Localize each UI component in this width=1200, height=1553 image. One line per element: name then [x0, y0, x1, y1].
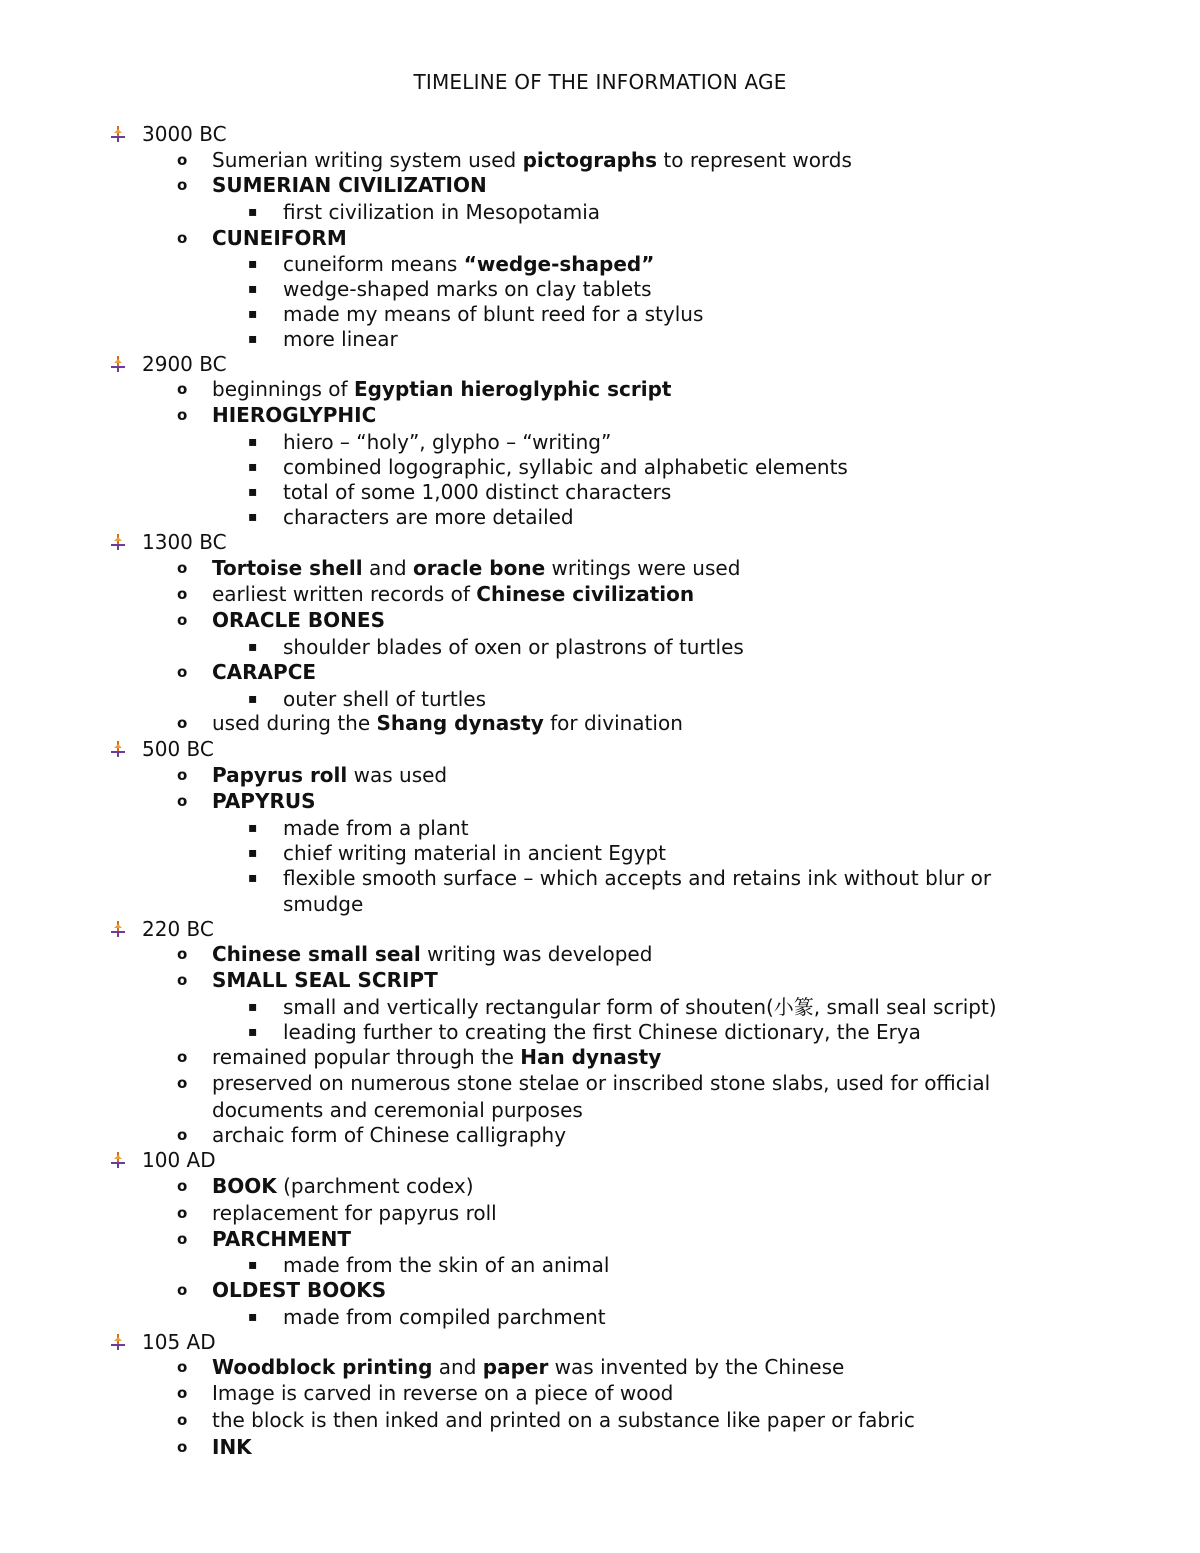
pushpin-bullet-icon: [108, 1150, 128, 1170]
list-item: [212, 1226, 351, 1252]
square-bullet-icon: ▪: [248, 281, 258, 297]
text: preserved on numerous stone stelae or inscribed stone slabs, used for official: [212, 1071, 991, 1095]
text: earliest written records of: [212, 582, 477, 606]
bold-text: pictographs: [522, 148, 658, 172]
bold-text: “wedge-shaped”: [463, 252, 655, 276]
square-bullet-icon: ▪: [248, 1309, 258, 1325]
text: wedge-shaped marks on clay tablets: [283, 277, 652, 301]
timeline-heading: [142, 529, 227, 555]
bold-text: Papyrus roll: [212, 763, 348, 787]
bold-text: Egyptian hieroglyphic script: [353, 377, 672, 401]
list-item: [212, 762, 447, 788]
bold-text: BOOK: [212, 1174, 277, 1198]
list-item: [212, 1173, 474, 1199]
text: writings were used: [545, 556, 741, 580]
square-bullet-icon: ▪: [248, 256, 258, 272]
pushpin-bullet-icon: [108, 1332, 128, 1352]
circle-bullet-icon: o: [177, 151, 188, 169]
list-item: [283, 504, 574, 530]
square-bullet-icon: ▪: [248, 484, 258, 500]
list-item: [212, 1277, 386, 1303]
list-item: [212, 1097, 583, 1123]
circle-bullet-icon: o: [177, 406, 188, 424]
list-item: [283, 865, 991, 891]
text: was used: [347, 763, 448, 787]
list-item: [212, 1122, 566, 1148]
text: 3000 BC: [142, 122, 227, 146]
list-item: [283, 840, 666, 866]
circle-bullet-icon: o: [177, 714, 188, 732]
list-item: [212, 1354, 844, 1380]
text: made from the skin of an animal: [283, 1253, 610, 1277]
list-item: [212, 1070, 990, 1096]
list-item: [212, 225, 347, 251]
list-item: [283, 199, 600, 225]
square-bullet-icon: ▪: [248, 691, 258, 707]
bold-text: OLDEST BOOKS: [212, 1278, 387, 1302]
text: the block is then inked and printed on a substance like paper or fabric: [212, 1408, 915, 1432]
bold-text: PARCHMENT: [212, 1227, 352, 1251]
list-item: [212, 941, 652, 967]
list-item: [212, 1407, 915, 1433]
text: used during the: [212, 711, 377, 735]
text: first civilization in Mesopotamia: [283, 200, 601, 224]
bold-text: Han dynasty: [520, 1045, 662, 1069]
circle-bullet-icon: o: [177, 1204, 188, 1222]
list-item: [283, 634, 744, 660]
circle-bullet-icon: o: [177, 559, 188, 577]
timeline-heading: [142, 121, 227, 147]
bold-text: CARAPCE: [212, 660, 317, 684]
text: leading further to creating the first Chinese dictionary, the Erya: [283, 1020, 921, 1044]
list-item: [283, 326, 398, 352]
circle-bullet-icon: o: [177, 663, 188, 681]
text: Sumerian writing system used: [212, 148, 523, 172]
circle-bullet-icon: o: [177, 229, 188, 247]
circle-bullet-icon: o: [177, 176, 188, 194]
square-bullet-icon: ▪: [248, 1024, 258, 1040]
square-bullet-icon: ▪: [248, 639, 258, 655]
text: to represent words: [657, 148, 852, 172]
circle-bullet-icon: o: [177, 792, 188, 810]
timeline-heading: [142, 916, 214, 942]
square-bullet-icon: ▪: [248, 434, 258, 450]
text: beginnings of: [212, 377, 354, 401]
circle-bullet-icon: o: [177, 1074, 188, 1092]
pushpin-bullet-icon: [108, 739, 128, 759]
bold-text: INK: [212, 1435, 252, 1459]
text: smudge: [283, 892, 364, 916]
list-item: [212, 1044, 661, 1070]
list-item: [283, 276, 652, 302]
text: was invented by the Chinese: [548, 1355, 845, 1379]
text: chief writing material in ancient Egypt: [283, 841, 666, 865]
text: made from a plant: [283, 816, 469, 840]
list-item: [283, 686, 486, 712]
circle-bullet-icon: o: [177, 971, 188, 989]
text: made from compiled parchment: [283, 1305, 606, 1329]
text: made my means of blunt reed for a stylus: [283, 302, 704, 326]
bold-text: HIEROGLYPHIC: [212, 403, 377, 427]
text: and: [432, 1355, 483, 1379]
text: documents and ceremonial purposes: [212, 1098, 583, 1122]
pushpin-bullet-icon: [108, 124, 128, 144]
text: more linear: [283, 327, 398, 351]
text: flexible smooth surface – which accepts and retains ink without blur or: [283, 866, 992, 890]
circle-bullet-icon: o: [177, 1177, 188, 1195]
square-bullet-icon: ▪: [248, 870, 258, 886]
bold-text: paper: [482, 1355, 549, 1379]
list-item: [212, 1380, 673, 1406]
bold-text: Chinese small seal: [212, 942, 421, 966]
circle-bullet-icon: o: [177, 1411, 188, 1429]
list-item: [212, 581, 694, 607]
list-item: [212, 607, 385, 633]
bold-text: Tortoise shell: [212, 556, 363, 580]
circle-bullet-icon: o: [177, 1438, 188, 1456]
square-bullet-icon: ▪: [248, 204, 258, 220]
text: and: [362, 556, 413, 580]
text: replacement for papyrus roll: [212, 1201, 497, 1225]
text: 500 BC: [142, 737, 214, 761]
text: combined logographic, syllabic and alphabetic elements: [283, 455, 848, 479]
text: cuneiform means: [283, 252, 464, 276]
square-bullet-icon: ▪: [248, 1257, 258, 1273]
list-item: [283, 301, 703, 327]
list-item: [212, 402, 376, 428]
list-item: [212, 710, 683, 736]
square-bullet-icon: ▪: [248, 820, 258, 836]
circle-bullet-icon: o: [177, 945, 188, 963]
list-item: [212, 376, 671, 402]
list-item: [212, 147, 852, 173]
circle-bullet-icon: o: [177, 766, 188, 784]
text: archaic form of Chinese calligraphy: [212, 1123, 567, 1147]
timeline-heading: [142, 736, 214, 762]
bold-text: Chinese civilization: [476, 582, 695, 606]
circle-bullet-icon: o: [177, 380, 188, 398]
text: (parchment codex): [276, 1174, 474, 1198]
circle-bullet-icon: o: [177, 1126, 188, 1144]
circle-bullet-icon: o: [177, 1384, 188, 1402]
text: remained popular through the: [212, 1045, 521, 1069]
text: shoulder blades of oxen or plastrons of turtles: [283, 635, 744, 659]
square-bullet-icon: ▪: [248, 845, 258, 861]
square-bullet-icon: ▪: [248, 331, 258, 347]
circle-bullet-icon: o: [177, 1281, 188, 1299]
circle-bullet-icon: o: [177, 585, 188, 603]
timeline-heading: [142, 1147, 216, 1173]
list-item: [283, 1304, 606, 1330]
circle-bullet-icon: o: [177, 611, 188, 629]
timeline-heading: [142, 1329, 216, 1355]
pushpin-bullet-icon: [108, 532, 128, 552]
bold-text: oracle bone: [412, 556, 546, 580]
text: 105 AD: [142, 1330, 216, 1354]
list-item: [283, 479, 671, 505]
text: total of some 1,000 distinct characters: [283, 480, 672, 504]
list-item: [283, 1252, 609, 1278]
list-item: [212, 1200, 497, 1226]
text: Image is carved in reverse on a piece of wood: [212, 1381, 674, 1405]
page-title: TIMELINE OF THE INFORMATION AGE: [413, 70, 787, 94]
list-item: [283, 994, 997, 1020]
bold-text: Shang dynasty: [376, 711, 544, 735]
list-item: [283, 429, 611, 455]
square-bullet-icon: ▪: [248, 999, 258, 1015]
text: 220 BC: [142, 917, 214, 941]
list-item: [283, 891, 363, 917]
text: for divination: [543, 711, 683, 735]
list-item: [212, 172, 487, 198]
list-item: [212, 659, 316, 685]
text: 100 AD: [142, 1148, 216, 1172]
list-item: [212, 1434, 252, 1460]
pushpin-bullet-icon: [108, 919, 128, 939]
bold-text: PAPYRUS: [212, 789, 316, 813]
list-item: [212, 555, 740, 581]
list-item: [283, 1019, 921, 1045]
list-item: [283, 251, 654, 277]
bold-text: Woodblock printing: [212, 1355, 433, 1379]
list-item: [283, 815, 469, 841]
text: writing was developed: [420, 942, 653, 966]
square-bullet-icon: ▪: [248, 509, 258, 525]
bold-text: ORACLE BONES: [212, 608, 385, 632]
text: hiero – “holy”, glypho – “writing”: [283, 430, 612, 454]
list-item: [212, 967, 438, 993]
text: 2900 BC: [142, 352, 227, 376]
list-item: [283, 454, 848, 480]
text: 1300 BC: [142, 530, 227, 554]
bold-text: CUNEIFORM: [212, 226, 347, 250]
circle-bullet-icon: o: [177, 1358, 188, 1376]
pushpin-bullet-icon: [108, 354, 128, 374]
timeline-heading: [142, 351, 227, 377]
circle-bullet-icon: o: [177, 1048, 188, 1066]
bold-text: SUMERIAN CIVILIZATION: [212, 173, 487, 197]
text: small and vertically rectangular form of shouten(小篆, small seal script): [283, 995, 997, 1019]
square-bullet-icon: ▪: [248, 306, 258, 322]
list-item: [212, 788, 316, 814]
circle-bullet-icon: o: [177, 1230, 188, 1248]
square-bullet-icon: ▪: [248, 459, 258, 475]
bold-text: SMALL SEAL SCRIPT: [212, 968, 438, 992]
text: outer shell of turtles: [283, 687, 487, 711]
text: characters are more detailed: [283, 505, 574, 529]
